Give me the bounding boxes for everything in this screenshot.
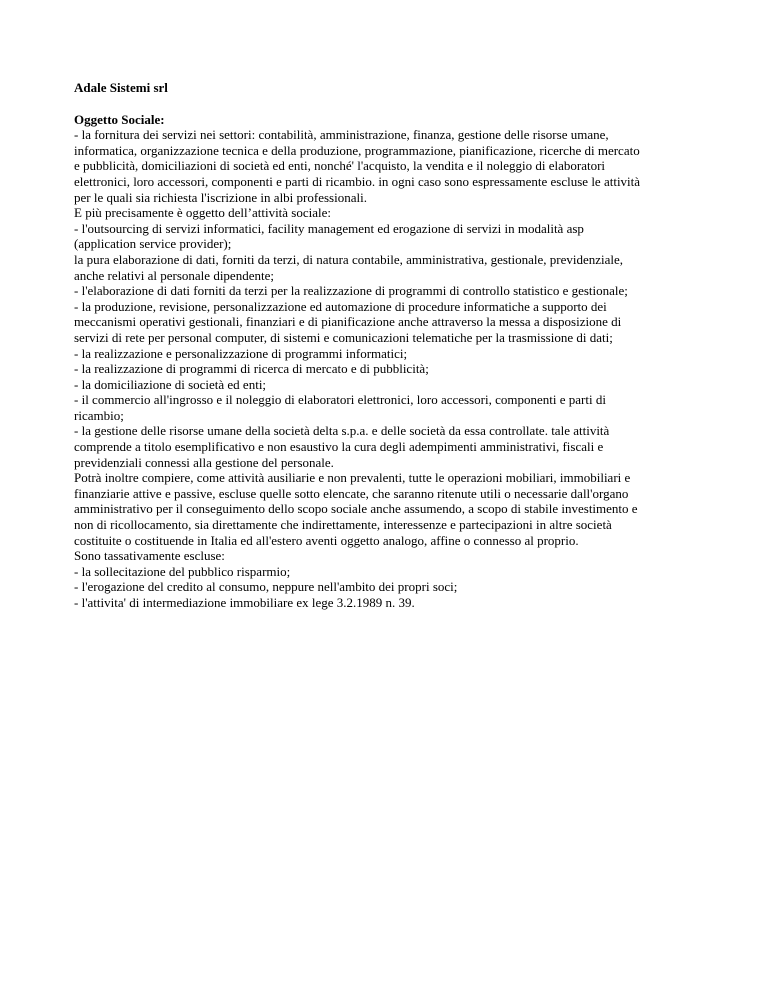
text-line: per le quali sia richiesta l'iscrizione in albi professionali.	[74, 189, 367, 205]
text-line: - l'outsourcing di servizi informatici, facility management ed erogazione di servizi in modalità asp	[74, 220, 584, 236]
text-line: - il commercio all'ingrosso e il noleggio di elaboratori elettronici, loro accessori, componenti e parti di	[74, 392, 606, 408]
text-line: - la domiciliazione di società ed enti;	[74, 376, 267, 392]
text-line: - la sollecitazione del pubblico risparmio;	[74, 563, 291, 579]
text-line: non di ricollocamento, sia direttamente che indirettamente, interessenze e partecipazioni in altre società	[74, 517, 612, 533]
text-line: elettronici, loro accessori, componenti e parti di ricambio. in ogni caso sono espressamente escluse le attività	[74, 173, 641, 189]
document-page	[74, 80, 694, 611]
text-line: e pubblicità, domiciliazioni di società ed enti, nonché' l'acquisto, la vendita e il noleggio di elaboratori	[74, 158, 606, 174]
text-line: Potrà inoltre compiere, come attività ausiliarie e non prevalenti, tutte le operazioni mobiliari, immobiliari e	[74, 470, 631, 486]
text-line: previdenziali connessi alla gestione del personale.	[74, 454, 334, 470]
text-line: comprende a titolo esemplificativo e non esaustivo la cura degli adempimenti amministrativi, fiscali e	[74, 439, 604, 455]
text-line: - l'erogazione del credito al consumo, neppure nell'ambito dei propri soci;	[74, 579, 458, 595]
text-line: - l'attivita' di intermediazione immobiliare ex lege 3.2.1989 n. 39.	[74, 595, 415, 610]
text-line: meccanismi operativi gestionali, finanziari e di pianificazione anche attraverso la messa a disposizione di	[74, 314, 622, 330]
text-line: - la produzione, revisione, personalizzazione ed automazione di procedure informatiche a supporto dei	[74, 298, 607, 314]
text-line: costituite o costituende in Italia ed all'estero aventi oggetto analogo, affine o connesso al proprio.	[74, 532, 579, 548]
text-line: - la realizzazione e personalizzazione di programmi informatici;	[74, 345, 408, 361]
section-heading: Oggetto Sociale:	[74, 111, 165, 127]
text-line: E più precisamente è oggetto dell’attività sociale:	[74, 205, 332, 221]
text-line: - l'elaborazione di dati forniti da terzi per la realizzazione di programmi di controllo statistico e gestionale;	[74, 283, 628, 299]
text-line: finanziarie attive e passive, escluse quelle sotto elencate, che saranno ritenute utili o necessarie dall'organo	[74, 485, 629, 501]
text-line: - la gestione delle risorse umane della società delta s.p.a. e delle società da essa controllate. tale attività	[74, 423, 610, 439]
document-body	[74, 127, 694, 610]
text-line: (application service provider);	[74, 236, 232, 252]
text-line: informatica, organizzazione tecnica e della produzione, programmazione, pianificazione, ricerche di mercato	[74, 142, 640, 158]
text-line: ricambio;	[74, 407, 124, 423]
company-name: Adale Sistemi srl	[74, 80, 168, 95]
text-line: - la fornitura dei servizi nei settori: contabilità, amministrazione, finanza, gestione delle risorse umane,	[74, 127, 609, 143]
text-line: Sono tassativamente escluse:	[74, 548, 225, 564]
text-line: la pura elaborazione di dati, forniti da terzi, di natura contabile, amministrativa, gestionale, previdenziale,	[74, 251, 624, 267]
text-line: servizi di rete per personal computer, di sistemi e comunicazioni telematiche per la trasmissione di dati;	[74, 329, 613, 345]
text-line: amministrativo per il conseguimento dello scopo sociale anche assumendo, a scopo di stabile investimento e	[74, 501, 638, 517]
text-line: - la realizzazione di programmi di ricerca di mercato e di pubblicità;	[74, 361, 429, 377]
text-line: anche relativi al personale dipendente;	[74, 267, 274, 283]
